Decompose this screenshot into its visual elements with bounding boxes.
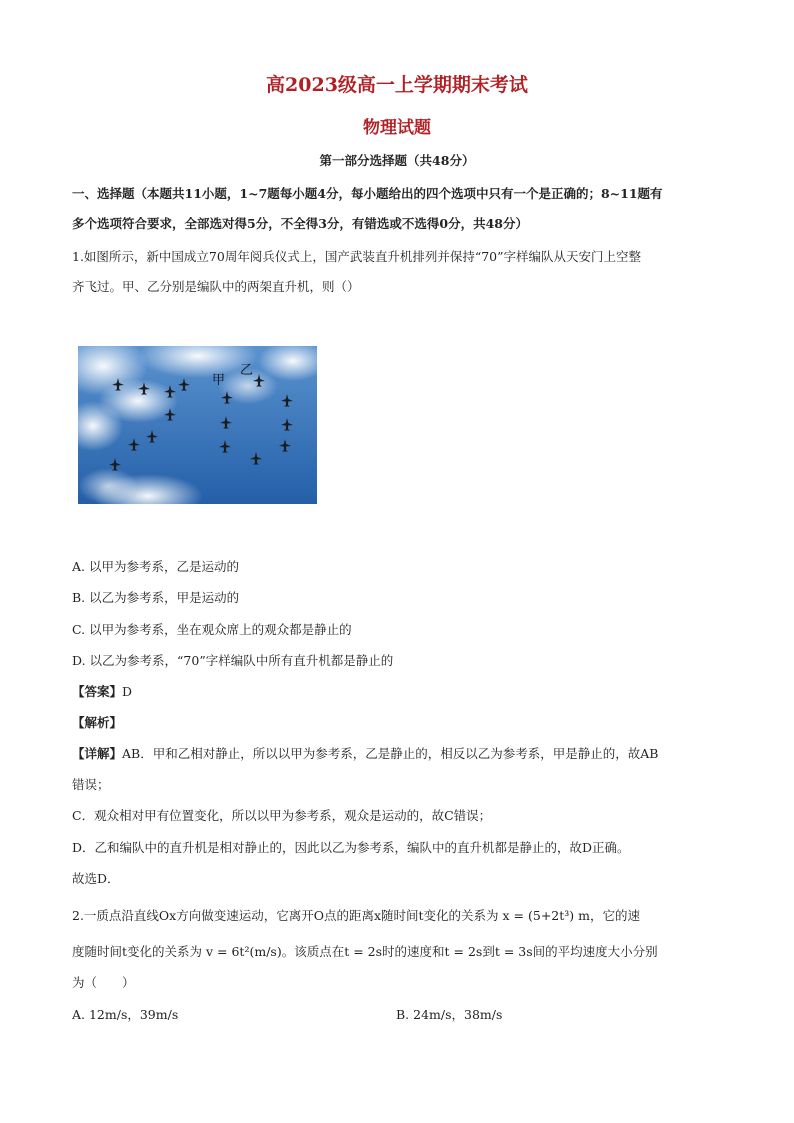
label-yi: 乙 [240,363,254,378]
q2-option-a: A. 12m/s，39m/s [72,1007,179,1022]
q2-option-b: B. 24m/s，38m/s [396,1007,503,1022]
q1-option-d: D. 以乙为参考系，“70”字样编队中所有直升机都是静止的 [72,653,394,668]
q1-detail-line2: 错误； [72,777,110,792]
q1-stem-line1: 1.如图所示，新中国成立70周年阅兵仪式上，国产武装直升机排列并保持“70”字样编队从天安门上空整 [72,249,642,264]
section-instructions-line2: 多个选项符合要求，全部选对得5分，不全得3分，有错选或不选得0分，共48分） [72,216,528,231]
q2-stem-line3: 为（ ） [72,975,135,990]
exam-title: 高2023级高一上学期期末考试 [266,74,528,96]
subject-title: 物理试题 [363,118,431,138]
q1-detail-line4: D．乙和编队中的直升机是相对静止的，因此以乙为参考系，编队中的直升机都是静止的，故D正确。 [72,840,630,855]
helicopter-formation-photo [78,346,317,504]
q1-stem-line2: 齐飞过。甲、乙分别是编队中的两架直升机，则（） [72,279,360,294]
q1-conclusion: 故选D． [72,871,120,886]
label-jia: 甲 [212,373,226,388]
answer-label: 【答案】 [72,684,123,699]
q1-detail-line3: C．观众相对甲有位置变化，所以以甲为参考系，观众是运动的，故C错误； [72,808,492,823]
detail-text: AB．甲和乙相对静止，所以以甲为参考系，乙是静止的，相反以乙为参考系，甲是静止的，故AB [122,746,659,761]
q1-detail-line1 [72,744,658,762]
section-instructions-line1: 一、选择题（本题共11小题，1~7题每小题4分，每小题给出的四个选项中只有一个是正确的；8~11题有 [72,186,663,201]
q2-stem-line1: 2.一质点沿直线Ox方向做变速运动，它离开O点的距离x随时间t变化的关系为 x = (5+2t³) m，它的速 [72,908,640,923]
q1-option-a: A. 以甲为参考系，乙是运动的 [72,559,239,574]
answer-value: D [122,684,133,699]
q2-stem-line2: 度随时间t变化的关系为 v = 6t²(m/s)。该质点在t = 2s时的速度和t = 2s到t = 3s间的平均速度大小分别 [72,944,658,959]
part-heading: 第一部分选择题（共48分） [319,153,475,168]
q1-option-b: B. 以乙为参考系，甲是运动的 [72,590,240,605]
q1-option-c: C. 以甲为参考系，坐在观众席上的观众都是静止的 [72,622,352,637]
analysis-label: 【解析】 [72,715,123,730]
detail-label: 【详解】 [72,746,123,761]
q1-answer [72,682,132,700]
